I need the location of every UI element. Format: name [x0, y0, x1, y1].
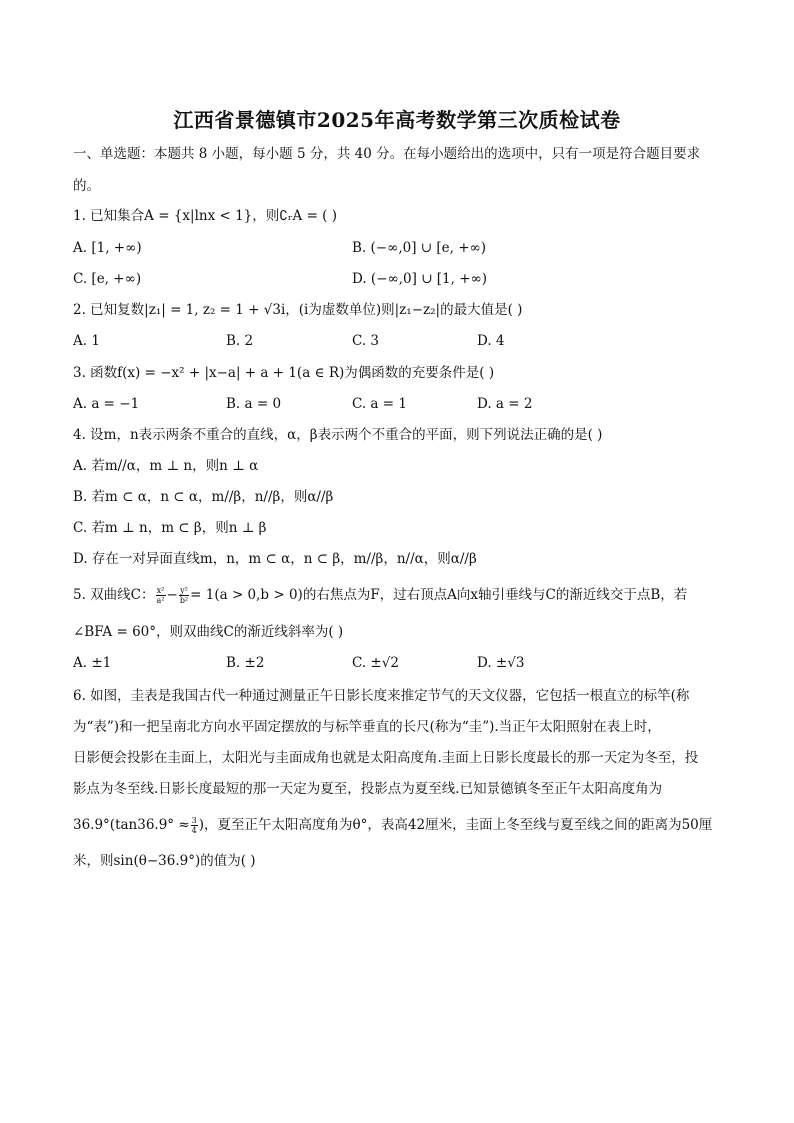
page-title: 江西省景德镇市2025年高考数学第三次质检试卷: [173, 108, 621, 132]
fraction-denominator: 4: [191, 826, 197, 835]
question-5-option-b: B. ±2: [226, 655, 265, 671]
question-3-option-b: B. a = 0: [226, 396, 282, 412]
question-4-option-b: B. 若m ⊂ α，n ⊂ α，m//β，n//β，则α//β: [73, 489, 334, 505]
question-3-stem: 3. 函数f(x) = −x² + |x−a| + a + 1(a ∈ R)为偶函数的充要条件是( ): [73, 365, 495, 381]
question-1-option-b: B. (−∞,0] ∪ [e, +∞): [352, 240, 487, 256]
section-instructions-line1: 一、单选题：本题共 8 小题，每小题 5 分，共 40 分。在每小题给出的选项中，只有一项是符合题目要求: [73, 146, 701, 162]
question-6-line2: 为“表”)和一把呈南北方向水平固定摆放的与标竿垂直的长尺(称为“圭”).当正午太阳照射在表上时，: [73, 719, 661, 735]
question-4-option-c: C. 若m ⊥ n，m ⊂ β，则n ⊥ β: [73, 520, 267, 536]
fraction-y2-over-b2: [179, 586, 189, 605]
question-5-stem-line1: [73, 586, 687, 605]
section-instructions-line2: 的。: [73, 178, 100, 194]
minus-sign: −: [166, 587, 178, 603]
fraction-numerator: x²: [156, 586, 165, 595]
question-1-option-d: D. (−∞,0] ∪ [1, +∞): [352, 271, 488, 287]
fraction-3-over-4: [191, 816, 198, 835]
question-5-option-a: A. ±1: [73, 655, 112, 671]
fraction-denominator: a²: [156, 596, 165, 605]
question-6-line5-suffix: )，夏至正午太阳高度角为θ°，表高42厘米，圭面上冬至线与夏至线之间的距离为50厘: [198, 817, 713, 833]
question-6-line5: [73, 816, 712, 835]
question-1-option-c: C. [e, +∞): [73, 271, 142, 287]
question-5-stem-prefix: 5. 双曲线C：: [73, 587, 155, 603]
question-4-option-d: D. 存在一对异面直线m，n，m ⊂ α，n ⊂ β，m//β，n//α，则α//β: [73, 551, 477, 567]
question-3-option-c: C. a = 1: [352, 396, 407, 412]
question-6-line5-prefix: 36.9°(tan36.9° ≈: [73, 817, 190, 833]
fraction-numerator: y²: [180, 586, 188, 595]
question-5-option-c: C. ±√2: [352, 655, 399, 671]
question-6-line3: 日影便会投影在圭面上，太阳光与圭面成角也就是太阳高度角.圭面上日影长度最长的那一天定为冬至，投: [73, 750, 699, 766]
question-3-option-d: D. a = 2: [477, 396, 533, 412]
question-1-option-a: A. [1, +∞): [73, 240, 142, 256]
question-4-stem: 4. 设m，n表示两条不重合的直线，α，β表示两个不重合的平面，则下列说法正确的是( ): [73, 427, 603, 443]
fraction-x2-over-a2: [156, 586, 166, 605]
question-5-option-d: D. ±√3: [477, 655, 525, 671]
question-5-stem-line2: ∠BFA = 60°，则双曲线C的渐近线斜率为( ): [73, 624, 344, 640]
question-6-line1: 6. 如图，圭表是我国古代一种通过测量正午日影长度来推定节气的天文仪器，它包括一根直立的标竿(称: [73, 688, 690, 704]
question-5-stem-suffix: = 1(a > 0,b > 0)的右焦点为F，过右顶点A向x轴引垂线与C的渐近线交于点B，若: [190, 587, 688, 603]
question-2-option-b: B. 2: [226, 333, 254, 349]
fraction-denominator: b²: [179, 596, 189, 605]
question-3-option-a: A. a = −1: [73, 396, 140, 412]
question-2-option-d: D. 4: [477, 333, 505, 349]
question-2-option-a: A. 1: [73, 333, 100, 349]
question-2-stem: 2. 已知复数|z₁| = 1, z₂ = 1 + √3i，(i为虚数单位)则|z₁−z₂|的最大值是( ): [73, 302, 523, 318]
fraction-numerator: 3: [191, 816, 197, 825]
question-2-option-c: C. 3: [352, 333, 380, 349]
question-6-line4: 影点为冬至线.日影长度最短的那一天定为夏至，投影点为夏至线.已知景德镇冬至正午太阳高度角为: [73, 781, 663, 797]
question-1-stem: 1. 已知集合A = {x|lnx < 1}，则∁ᵣA = ( ): [73, 208, 338, 224]
question-4-option-a: A. 若m//α，m ⊥ n，则n ⊥ α: [73, 458, 259, 474]
question-6-line6: 米，则sin(θ−36.9°)的值为( ): [73, 853, 256, 869]
